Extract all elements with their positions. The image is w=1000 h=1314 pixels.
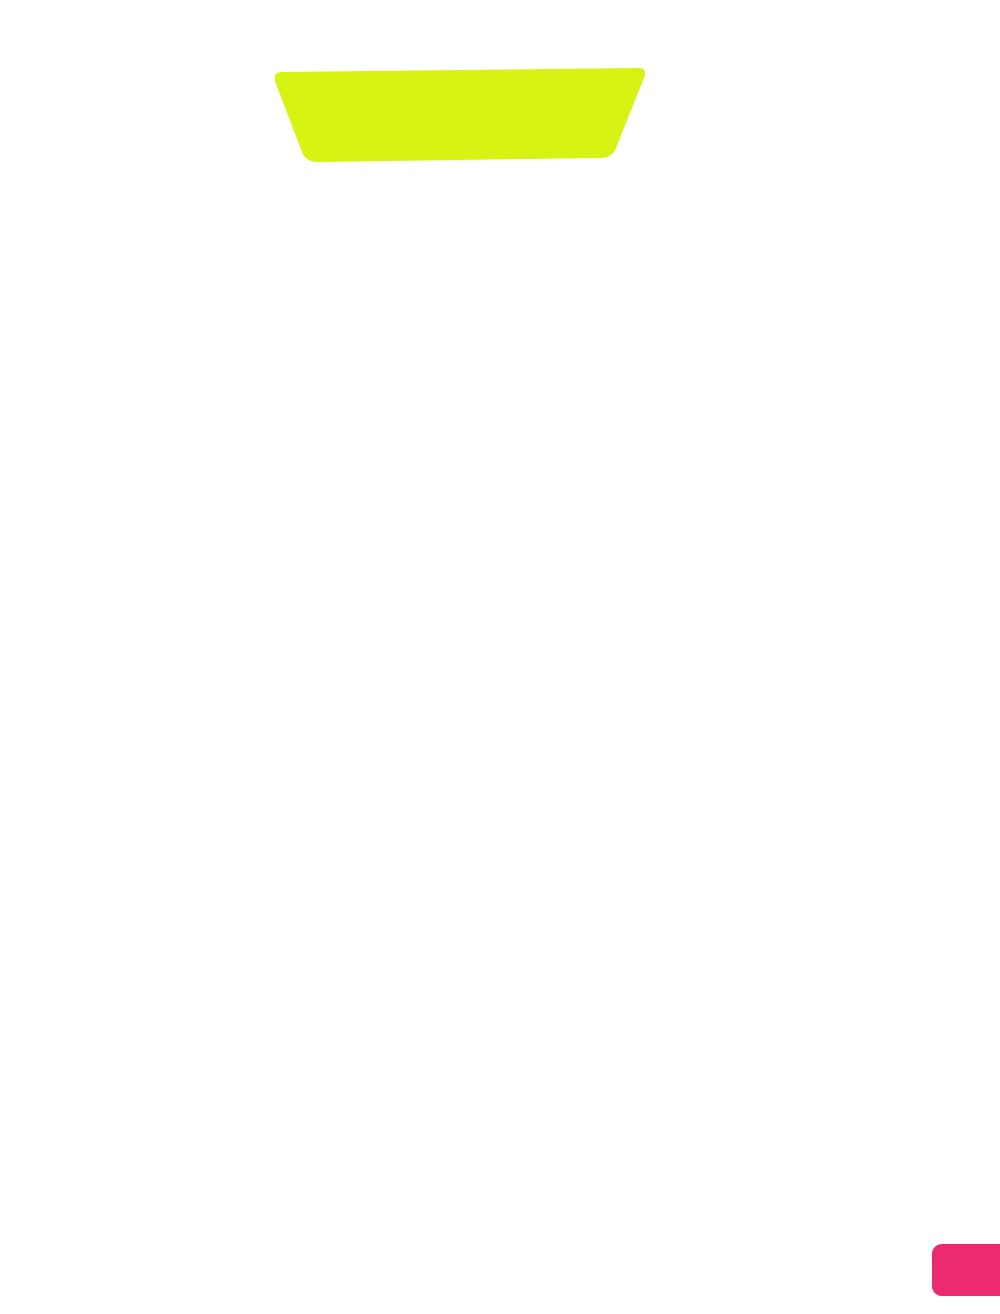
- page-number-badge: [932, 1244, 1000, 1296]
- top-butterfly-border: [0, 8, 1000, 68]
- bottom-butterfly-border: [0, 1254, 930, 1314]
- title-banner: [272, 66, 648, 162]
- right-butterfly-border: [932, 60, 992, 1250]
